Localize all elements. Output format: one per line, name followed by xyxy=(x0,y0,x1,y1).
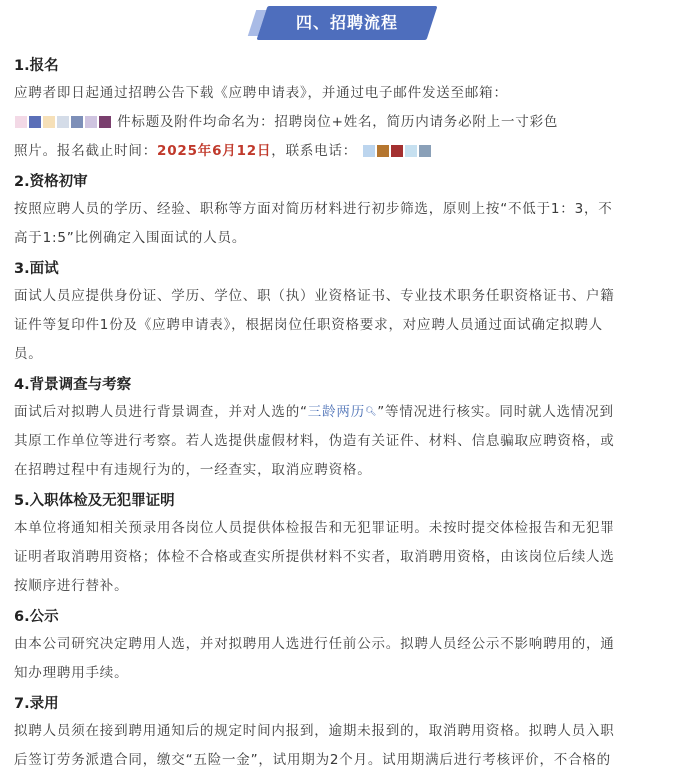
redacted-mosaic xyxy=(419,145,431,157)
redacted-mosaic xyxy=(29,116,41,128)
redacted-mosaic xyxy=(405,145,417,157)
section-title-screening: 2.资格初审 xyxy=(14,174,88,190)
text-line: 员。 xyxy=(14,346,43,362)
section-body-interview xyxy=(14,282,690,369)
section-title-medical-exam: 5.入职体检及无犯罪证明 xyxy=(14,493,175,509)
section-title-hiring: 7.录用 xyxy=(14,696,59,712)
text-line: 本单位将通知相关预录用各岗位人员提供体检报告和无犯罪证明。未按时提交体检报告和无犯罪 xyxy=(14,520,615,536)
text-line: 在招聘过程中有违规行为的，一经查实，取消应聘资格。 xyxy=(14,462,372,478)
redacted-mosaic xyxy=(15,116,27,128)
search-keyword-link[interactable]: 三龄两历 xyxy=(307,404,365,420)
section-body-background-check xyxy=(14,398,690,485)
section-body-screening xyxy=(14,195,690,253)
text-line: 知办理聘用手续。 xyxy=(14,665,129,681)
section-header xyxy=(0,0,699,46)
text-line: 后签订劳务派遣合同，缴交“五险一金”，试用期为2个月。试用期满后进行考核评价，不合格的 xyxy=(14,752,611,768)
section-title-interview: 3.面试 xyxy=(14,261,59,277)
text-line: 照片。报名截止时间：2025年6月12日，联系电话： xyxy=(14,137,690,166)
header-title: 四、招聘流程 xyxy=(295,13,398,32)
section-title-publicity: 6.公示 xyxy=(14,609,59,625)
text-line: 按照应聘人员的学历、经验、职称等方面对简历材料进行初步筛选，原则上按“不低于1：3，不 xyxy=(14,201,613,217)
redacted-mosaic xyxy=(71,116,83,128)
redacted-mosaic xyxy=(363,145,375,157)
redacted-mosaic xyxy=(43,116,55,128)
text-line: 由本公司研究决定聘用人选，并对拟聘用人选进行任前公示。拟聘人员经公示不影响聘用的，通 xyxy=(14,636,615,652)
section-title-registration: 1.报名 xyxy=(14,58,59,74)
redacted-mosaic xyxy=(85,116,97,128)
text-line: 面试人员应提供身份证、学历、学位、职（执）业资格证书、专业技术职务任职资格证书、户籍 xyxy=(14,288,615,304)
search-icon[interactable]: 🔍︎ xyxy=(365,407,378,417)
redacted-mosaic xyxy=(57,116,69,128)
section-title-background-check: 4.背景调查与考察 xyxy=(14,377,132,393)
redacted-mosaic xyxy=(99,116,111,128)
section-body-hiring xyxy=(14,717,690,775)
section-body-registration xyxy=(14,79,690,166)
text-line: 件标题及附件均命名为：招聘岗位+姓名，简历内请务必附上一寸彩色 xyxy=(14,108,690,137)
section-body-publicity xyxy=(14,630,690,688)
deadline-date: 2025年6月12日 xyxy=(157,143,272,159)
text-line: 证明者取消聘用资格；体检不合格或查实所提供材料不实者，取消聘用资格，由该岗位后续人选 xyxy=(14,549,615,565)
text-line: 应聘者即日起通过招聘公告下载《应聘申请表》，并通过电子邮件发送至邮箱： xyxy=(14,85,508,101)
text-line: 面试后对拟聘人员进行背景调查，并对人选的“三龄两历🔍︎”等情况进行核实。同时就人选情况到 xyxy=(14,404,614,420)
article-body xyxy=(14,50,690,775)
text-line: 拟聘人员须在接到聘用通知后的规定时间内报到，逾期未报到的，取消聘用资格。拟聘人员入职 xyxy=(14,723,615,739)
redacted-mosaic xyxy=(377,145,389,157)
text-line: 高于1:5”比例确定入围面试的人员。 xyxy=(14,230,247,246)
text-line: 证件等复印件1份及《应聘申请表》，根据岗位任职资格要求，对应聘人员通过面试确定拟聘人 xyxy=(14,317,603,333)
text-line: 按顺序进行替补。 xyxy=(14,578,129,594)
redacted-mosaic xyxy=(391,145,403,157)
text-line: 其原工作单位等进行考察。若人选提供虚假材料，伪造有关证件、材料、信息骗取应聘资格，或 xyxy=(14,433,615,449)
section-body-medical-exam xyxy=(14,514,690,601)
